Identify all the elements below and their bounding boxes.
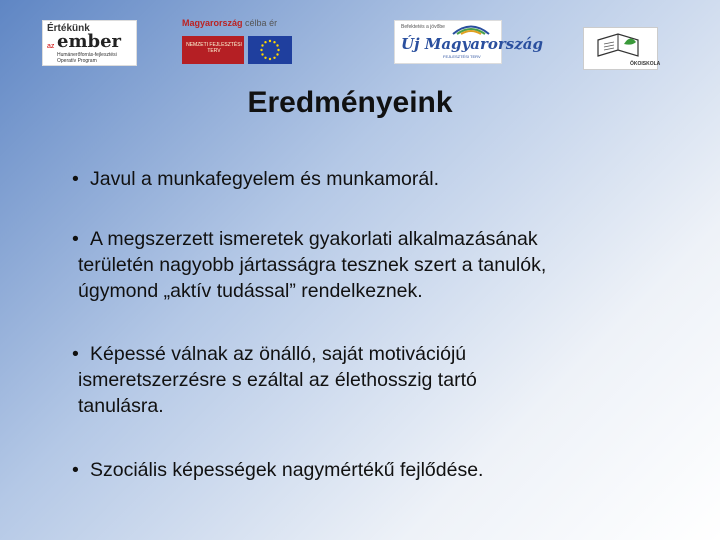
rainbow-arc-icon <box>451 23 491 35</box>
bullet-text-2-line1: A megszerzett ismeretek gyakorlati alkalmazásának <box>90 228 538 250</box>
logo-title-line1: Értékünk <box>47 23 90 34</box>
uj-magyarorszag-logo <box>394 20 543 64</box>
ertekunk-ember-logo <box>42 20 137 66</box>
nft-red-box <box>182 36 244 64</box>
bullet-marker: • <box>72 168 79 190</box>
logo-bottom-text: FEJLESZTÉSI TERV <box>443 54 481 59</box>
logo-top-text: Befektetés a jövőbe <box>401 24 445 30</box>
bullet-text-3-line2: ismeretszerzésre s ezáltal az élethosszig tartó <box>78 369 477 391</box>
bullet-item-1 <box>72 166 439 192</box>
bullet-marker: • <box>72 343 79 365</box>
bullet-text-2-line3: úgymond „aktív tudással” rendelkeznek. <box>78 280 423 302</box>
bullet-text-3-line1: Képessé válnak az önálló, saját motivációjú <box>90 343 467 365</box>
bullet-item-3 <box>72 341 477 419</box>
logo-tagline-colored: Magyarország <box>182 18 243 28</box>
bullet-item-2 <box>72 226 546 304</box>
logo-subtitle: Humánerőforrás-fejlesztési Operatív Program <box>57 52 117 64</box>
bullet-text-3-line3: tanulásra. <box>78 395 164 417</box>
logo-main-text: Új Magyarország <box>401 35 543 53</box>
bullet-text-2-line2: területén nagyobb jártasságra tesznek szert a tanulók, <box>78 254 547 276</box>
magyarorszag-celba-er-logo <box>182 18 294 66</box>
bullet-text-4-line1: Szociális képességek nagymértékű fejlődése. <box>90 459 484 481</box>
logo-tagline <box>182 18 277 28</box>
nft-box-text: NEMZETI FEJLESZTÉSI TERV <box>186 42 242 54</box>
okoiskola-label: ÖKOISKOLA <box>630 61 661 67</box>
bullet-marker: • <box>72 459 79 481</box>
bullet-marker: • <box>72 228 79 250</box>
bullet-text-1-line1: Javul a munkafegyelem és munkamorál. <box>90 168 439 190</box>
okoiskola-logo <box>583 27 661 70</box>
slide-title: Eredményeink <box>247 86 453 119</box>
logo-title-line2: ember <box>57 31 122 52</box>
logo-prefix: az <box>47 43 55 50</box>
logo-tagline-rest: célba ér <box>245 18 278 28</box>
bullet-item-4 <box>72 457 483 483</box>
book-tree-icon <box>590 30 650 62</box>
eu-flag-icon <box>248 36 292 64</box>
